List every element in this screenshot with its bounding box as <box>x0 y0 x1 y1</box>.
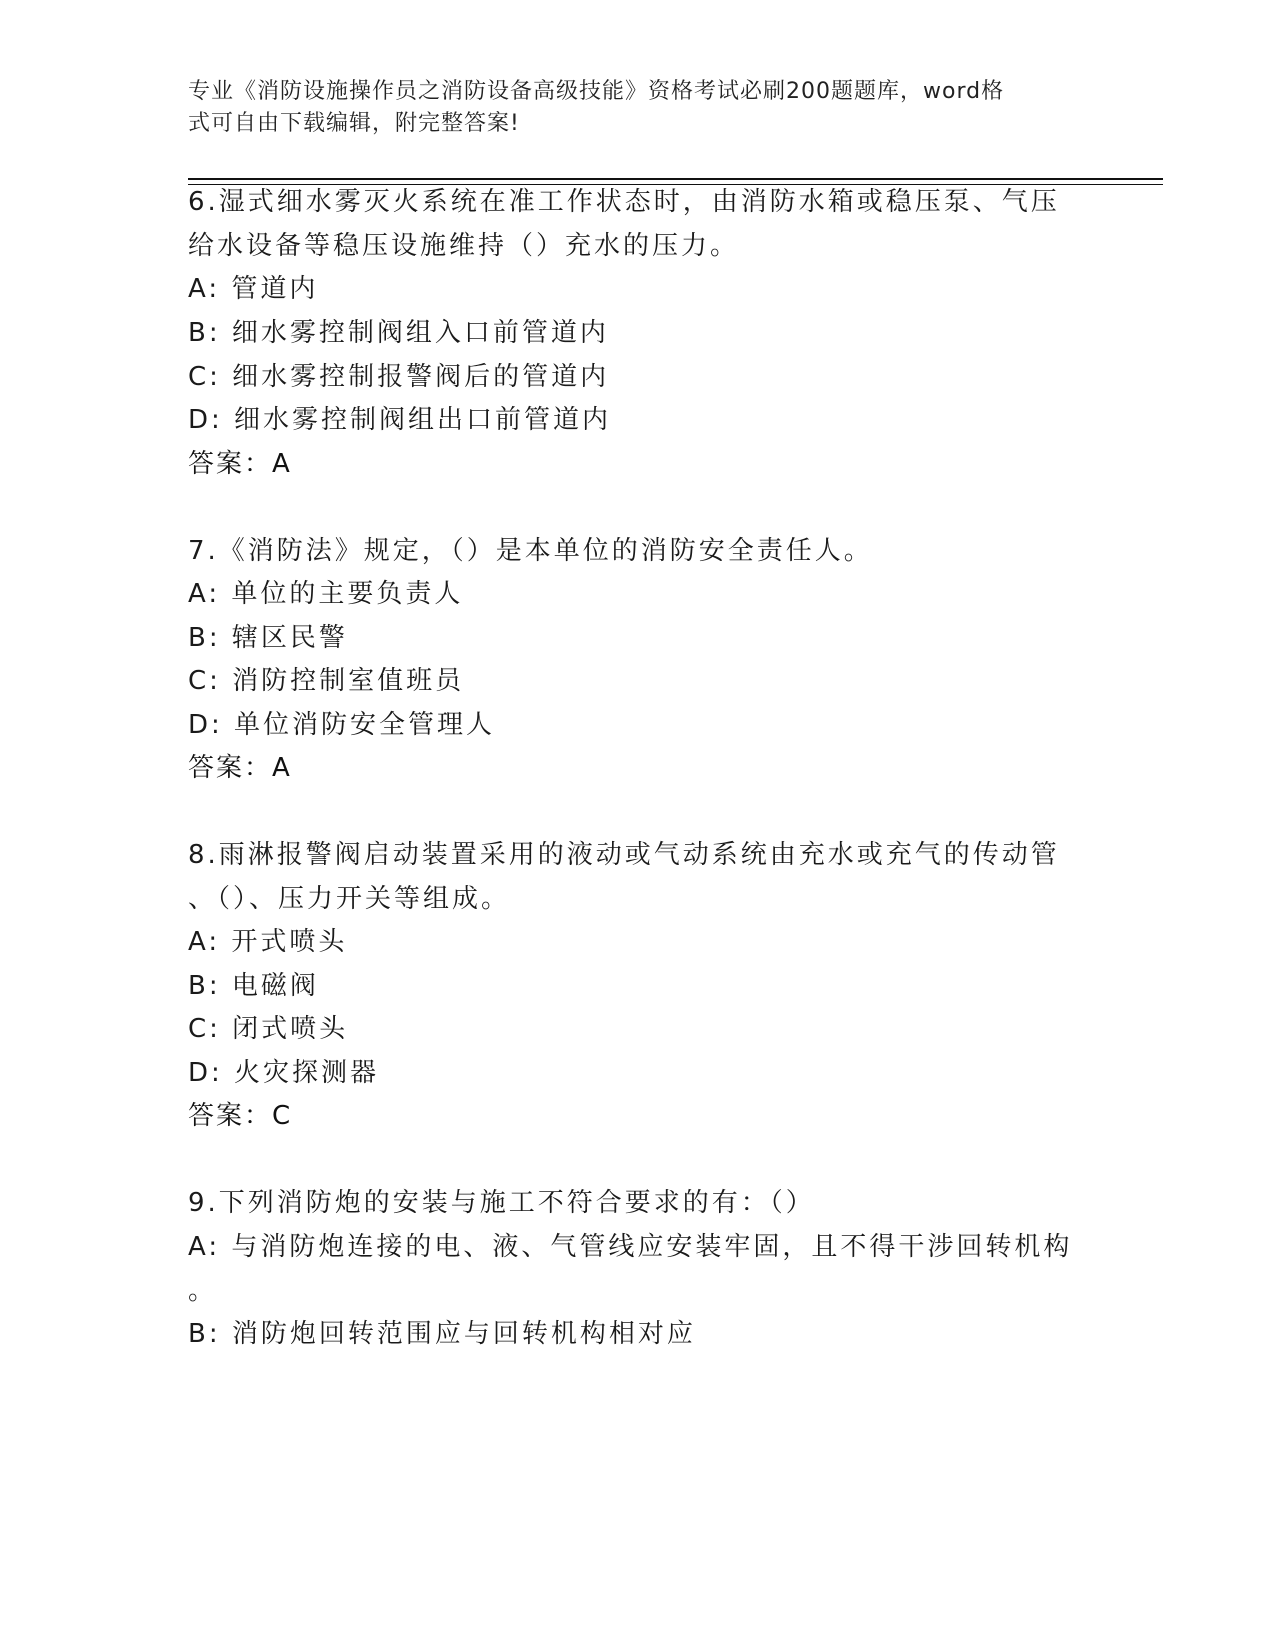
question-6-option-d: D: 细水雾控制阀组出口前管道内 <box>188 405 612 435</box>
header-line-1: 专业《消防设施操作员之消防设备高级技能》资格考试必刷200题题库，word格 <box>188 79 1005 104</box>
question-8-option-d: D: 火灾探测器 <box>188 1058 380 1088</box>
question-7-stem-line-1: 7.《消防法》规定，（）是本单位的消防安全责任人。 <box>188 536 873 566</box>
question-7-option-d: D: 单位消防安全管理人 <box>188 710 496 740</box>
question-8-option-c: C: 闭式喷头 <box>188 1014 349 1044</box>
header-line-2: 式可自由下载编辑，附完整答案! <box>188 111 520 136</box>
question-7-option-a: A: 单位的主要负责人 <box>188 579 464 609</box>
question-6-option-c: C: 细水雾控制报警阀后的管道内 <box>188 362 610 392</box>
document-header <box>188 76 1078 140</box>
question-6-answer: 答案：A <box>188 449 292 479</box>
question-7-answer: 答案：A <box>188 753 292 783</box>
question-8-option-a: A: 开式喷头 <box>188 927 348 957</box>
question-9-stem-line-1: 9.下列消防炮的安装与施工不符合要求的有：（） <box>188 1188 815 1218</box>
question-8-stem-line-1: 8.雨淋报警阀启动装置采用的液动或气动系统由充水或充气的传动管 <box>188 840 1060 870</box>
question-8-stem-line-2: 、（）、压力开关等组成。 <box>188 884 511 914</box>
question-9-option-a-continuation: 。 <box>188 1276 218 1306</box>
question-6-stem-line-2: 给水设备等稳压设施维持（）充水的压力。 <box>188 231 740 261</box>
question-9-option-b: B: 消防炮回转范围应与回转机构相对应 <box>188 1319 696 1349</box>
question-6-option-b: B: 细水雾控制阀组入口前管道内 <box>188 318 609 348</box>
question-7-option-c: C: 消防控制室值班员 <box>188 666 465 696</box>
question-7-option-b: B: 辖区民警 <box>188 623 348 653</box>
question-9-option-a: A: 与消防炮连接的电、液、气管线应安装牢固，且不得干涉回转机构 <box>188 1232 1073 1262</box>
header-divider-thin <box>188 184 1163 185</box>
question-6-option-a: A: 管道内 <box>188 274 319 304</box>
question-6-stem-line-1: 6.湿式细水雾灭火系统在准工作状态时，由消防水箱或稳压泵、气压 <box>188 187 1060 217</box>
question-8-answer: 答案：C <box>188 1101 293 1131</box>
question-8-option-b: B: 电磁阀 <box>188 971 319 1001</box>
header-divider-thick <box>188 178 1163 180</box>
